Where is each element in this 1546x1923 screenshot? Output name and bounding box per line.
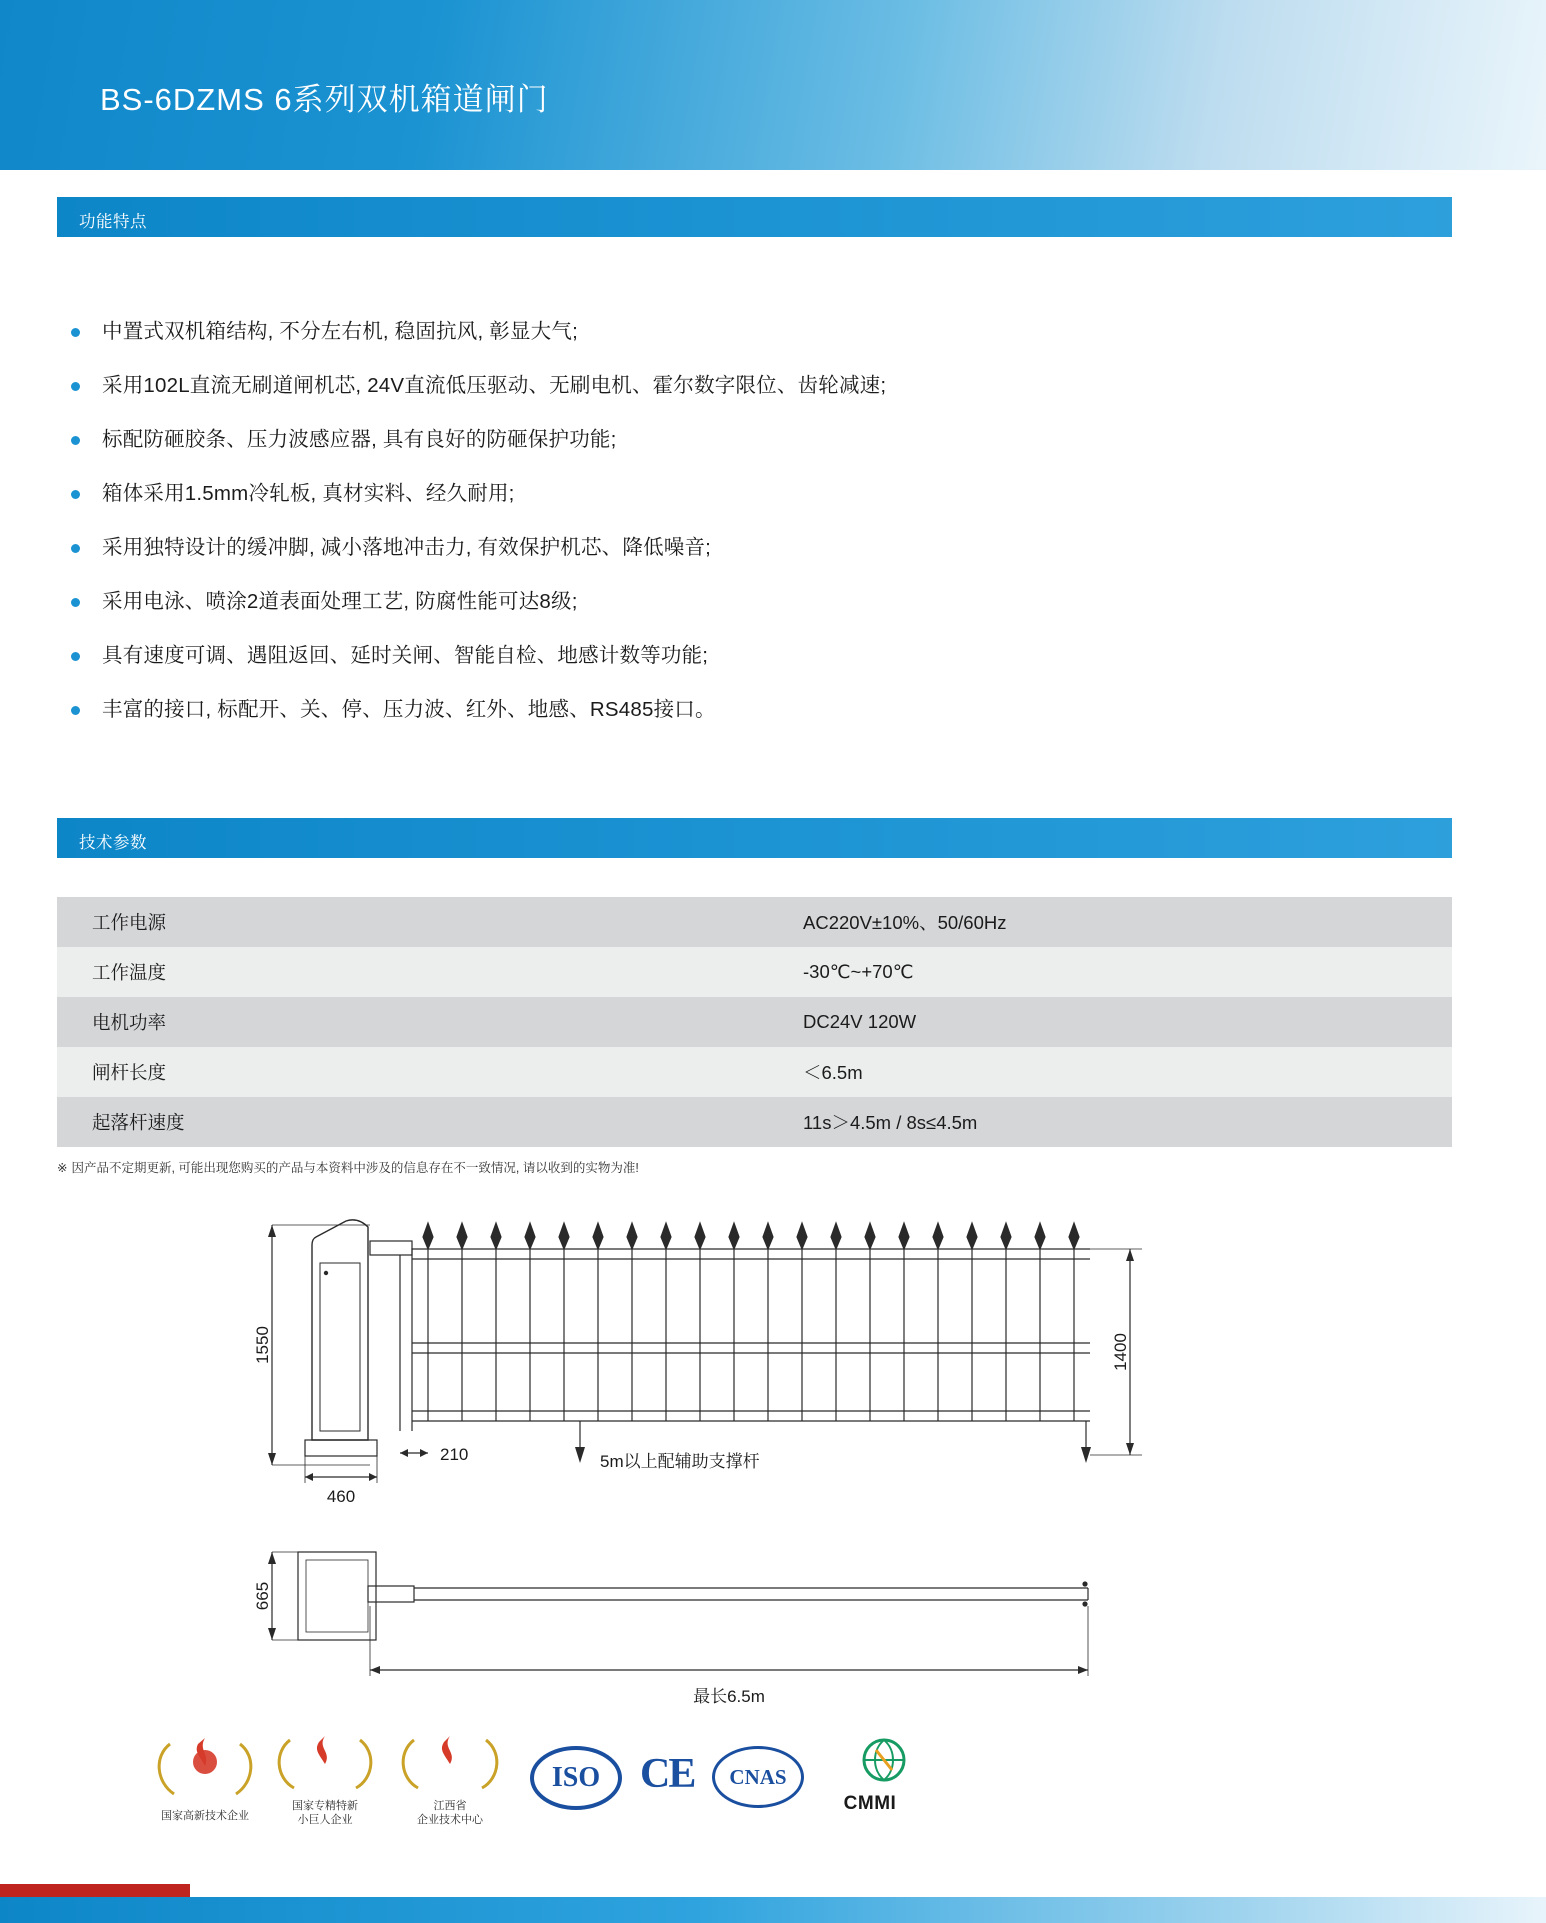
section-title-features: 功能特点	[79, 213, 147, 231]
label-max-length: 最长6.5m	[693, 1687, 765, 1706]
footer-accent-blue	[0, 1897, 1546, 1923]
table-row	[57, 897, 1452, 947]
feature-text: 中置式双机箱结构, 不分左右机, 稳固抗风, 彰显大气;	[102, 320, 578, 343]
feature-text: 采用102L直流无刷道闸机芯, 24V直流低压驱动、无刷电机、霍尔数字限位、齿轮减速;	[102, 374, 887, 397]
wreath-icon	[150, 1732, 260, 1804]
bullet-icon	[71, 544, 80, 553]
list-item	[57, 305, 1457, 359]
dim-depth: 665	[253, 1581, 272, 1611]
cert-little-giant	[270, 1732, 380, 1827]
spec-value: ＜6.5m	[423, 1047, 1452, 1097]
feature-text: 丰富的接口, 标配开、关、停、压力波、红外、地感、RS485接口。	[102, 698, 716, 721]
cert-cnas	[712, 1746, 804, 1808]
cert-national-high-tech	[150, 1732, 260, 1823]
spec-table	[57, 897, 1452, 1147]
dim-offset: 210	[440, 1445, 469, 1464]
dim-height-fence: 1400	[1111, 1333, 1130, 1371]
cert-iso	[530, 1746, 622, 1810]
label-support-note: 5m以上配辅助支撑杆	[600, 1452, 760, 1471]
bullet-icon	[71, 328, 80, 337]
list-item	[57, 467, 1457, 521]
iso-label: ISO	[551, 1762, 601, 1793]
spec-key: 工作电源	[57, 897, 423, 947]
spec-key: 起落杆速度	[57, 1097, 423, 1147]
spec-key: 工作温度	[57, 947, 423, 997]
cert-jiangxi-tech-center	[390, 1732, 510, 1827]
spec-value: AC220V±10%、50/60Hz	[423, 897, 1452, 947]
dim-width-base: 460	[326, 1487, 356, 1506]
feature-text: 标配防砸胶条、压力波感应器, 具有良好的防砸保护功能;	[102, 428, 617, 451]
certification-row	[0, 1722, 1546, 1832]
list-item	[57, 413, 1457, 467]
cmmi-globe-icon	[856, 1736, 912, 1788]
feature-list	[57, 305, 1457, 737]
cert-label-2: 小巨人企业	[297, 1814, 353, 1826]
disclaimer-note	[57, 1158, 639, 1176]
section-title-specs: 技术参数	[79, 834, 147, 852]
feature-text: 采用电泳、喷涂2道表面处理工艺, 防腐性能可达8级;	[102, 590, 578, 613]
dim-height-cabinet: 1550	[253, 1326, 272, 1364]
table-row	[57, 947, 1452, 997]
feature-text: 采用独特设计的缓冲脚, 减小落地冲击力, 有效保护机芯、降低噪音;	[102, 536, 712, 559]
cert-label: 江西省	[433, 1800, 467, 1812]
bullet-icon	[71, 706, 80, 715]
list-item	[57, 359, 1457, 413]
note-text: 因产品不定期更新, 可能出现您购买的产品与本资料中涉及的信息存在不一致情况, 请以收到的实物为准!	[71, 1161, 639, 1175]
cnas-label: CNAS	[729, 1764, 787, 1789]
footer-accent-red	[0, 1884, 190, 1897]
spec-value: -30℃~+70℃	[423, 947, 1452, 997]
cnas-icon	[712, 1746, 804, 1808]
bullet-icon	[71, 652, 80, 661]
cert-cmmi	[815, 1736, 925, 1815]
list-item	[57, 683, 1457, 737]
spec-value: 11s＞4.5m / 8s≤4.5m	[423, 1097, 1452, 1147]
iso-icon	[530, 1746, 622, 1810]
table-row	[57, 997, 1452, 1047]
spec-key: 闸杆长度	[57, 1047, 423, 1097]
spec-value: DC24V 120W	[423, 997, 1452, 1047]
wreath-icon	[390, 1732, 510, 1794]
bullet-icon	[71, 436, 80, 445]
cert-ce	[640, 1750, 694, 1798]
wreath-icon	[270, 1732, 380, 1794]
page-footer	[0, 1871, 1546, 1923]
page-header	[0, 0, 1546, 170]
section-header-features	[57, 197, 1452, 237]
product-drawing-top	[250, 1530, 1310, 1730]
bullet-icon	[71, 382, 80, 391]
section-header-specs	[57, 818, 1452, 858]
spec-key: 电机功率	[57, 997, 423, 1047]
list-item	[57, 521, 1457, 575]
cert-label-2: 企业技术中心	[417, 1814, 483, 1826]
note-mark-icon: ※	[57, 1161, 68, 1175]
feature-text: 箱体采用1.5mm冷轧板, 真材实料、经久耐用;	[102, 482, 515, 505]
cmmi-label: CMMI	[843, 1793, 897, 1814]
bullet-icon	[71, 490, 80, 499]
ce-label: CE	[640, 1751, 695, 1797]
cert-label: 国家高新技术企业	[161, 1810, 249, 1822]
page-title: BS-6DZMS 6系列双机箱道闸门	[100, 82, 549, 117]
bullet-icon	[71, 598, 80, 607]
ce-icon	[640, 1750, 694, 1798]
feature-text: 具有速度可调、遇阻返回、延时关闸、智能自检、地感计数等功能;	[102, 644, 709, 667]
list-item	[57, 575, 1457, 629]
table-row	[57, 1047, 1452, 1097]
table-row	[57, 1097, 1452, 1147]
cert-label: 国家专精特新	[292, 1800, 358, 1812]
list-item	[57, 629, 1457, 683]
